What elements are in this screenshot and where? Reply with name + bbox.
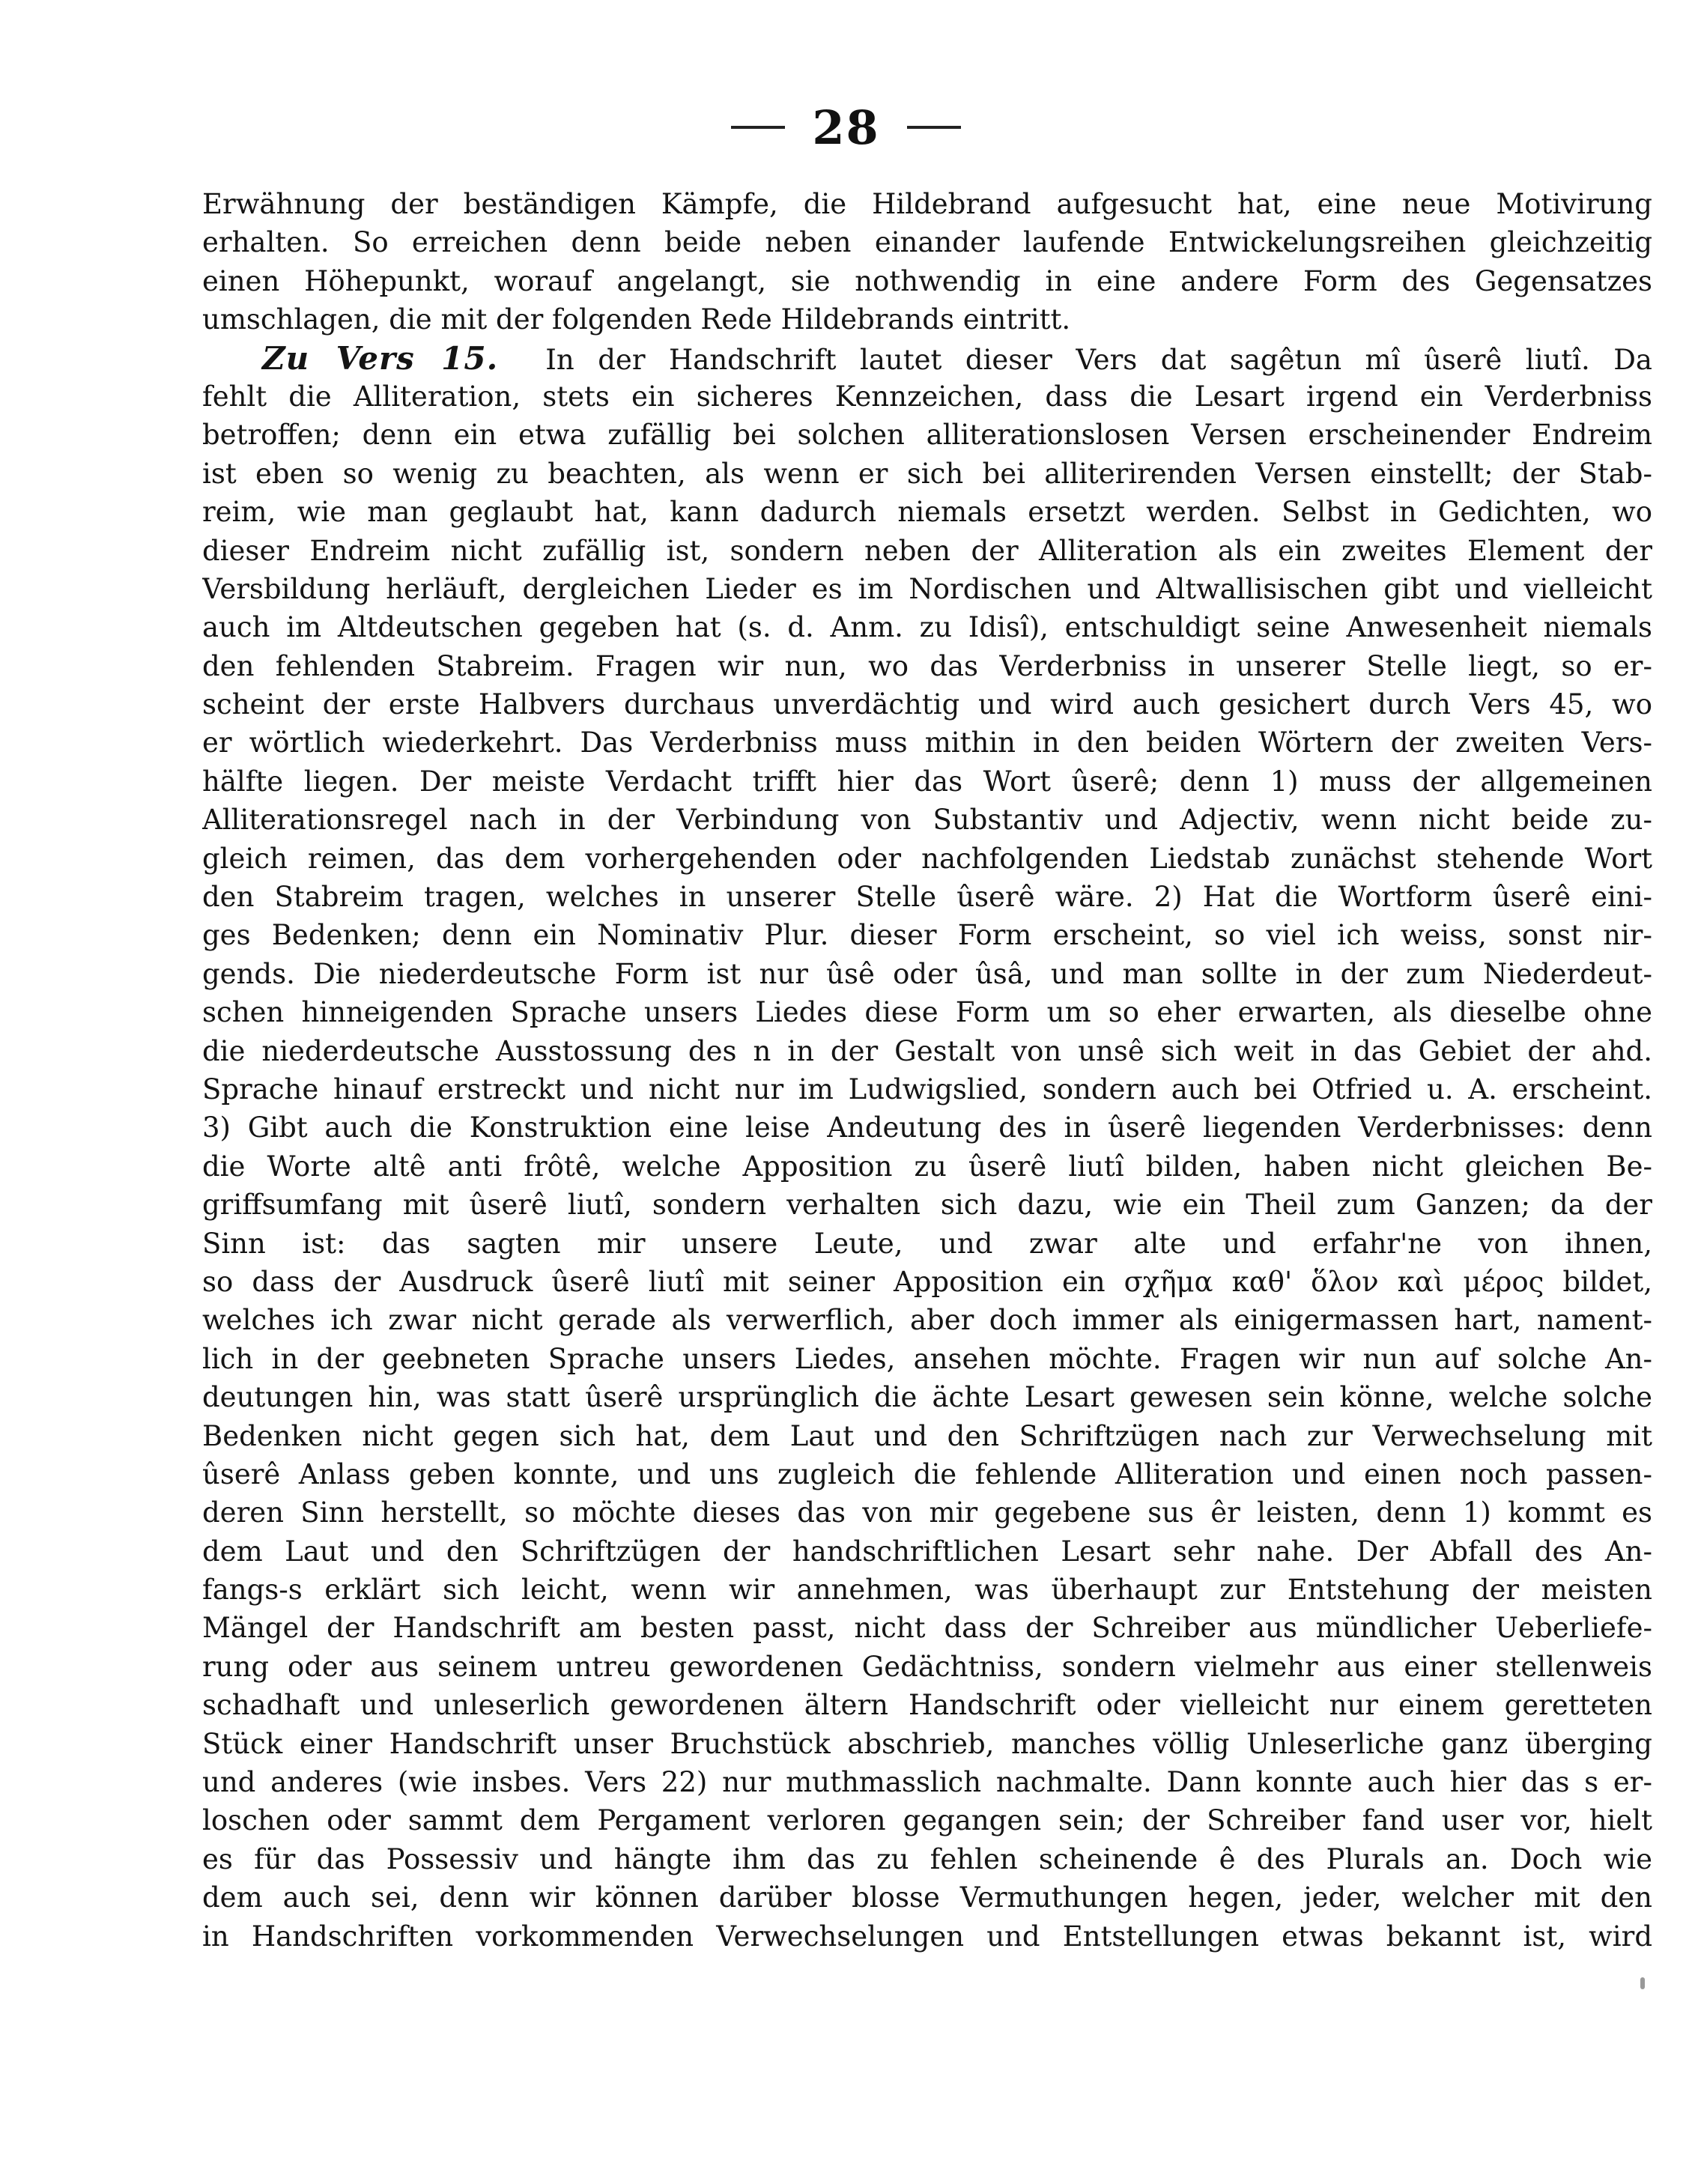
text-line: in Handschriften vorkommenden Verwechselungen und Entstellungen etwas bekannt ist, wird bbox=[202, 1920, 1652, 1953]
text-line: gends. Die niederdeutsche Form ist nur ûsê oder ûsâ, und man sollte in der zum Niederdeut- bbox=[202, 957, 1652, 990]
text-line: umschlagen, die mit der folgenden Rede Hildebrands eintritt. bbox=[202, 303, 1071, 336]
text-line: die Worte altê anti frôtê, welche Apposition zu ûserê liutî bilden, haben nicht gleichen Be- bbox=[202, 1150, 1652, 1183]
text-line: Bedenken nicht gegen sich hat, dem Laut und den Schriftzügen nach zur Verwechselung mit bbox=[202, 1419, 1652, 1452]
page-number: 28 bbox=[812, 100, 880, 155]
text-line: schadhaft und unleserlich gewordenen ältern Handschrift oder vielleicht nur einem geretteten bbox=[202, 1689, 1652, 1722]
text-line: Stück einer Handschrift unser Bruchstück abschrieb, manches völlig Unleserliche ganz überging bbox=[202, 1727, 1652, 1760]
text-line: deren Sinn herstellt, so möchte dieses das von mir gegebene sus êr leisten, denn 1) kommt es bbox=[202, 1496, 1652, 1529]
page-speck bbox=[1640, 1977, 1645, 1989]
text-line: rung oder aus seinem untreu gewordenen Gedächtniss, sondern vielmehr aus einer stellenweis bbox=[202, 1650, 1652, 1683]
text-line: einen Höhepunkt, worauf angelangt, sie nothwendig in eine andere Form des Gegensatzes bbox=[202, 264, 1652, 297]
text-line: welches ich zwar nicht gerade als verwerflich, aber doch immer als einigermassen hart, nament- bbox=[202, 1304, 1652, 1337]
text-line: so dass der Ausdruck ûserê liutî mit seiner Apposition ein σχῆμα καθ' ὅλον καὶ μέρος bildet, bbox=[202, 1265, 1652, 1298]
text-line: fehlt die Alliteration, stets ein sicheres Kennzeichen, dass die Lesart irgend ein Verderbniss bbox=[202, 380, 1652, 413]
text-line: hälfte liegen. Der meiste Verdacht trifft hier das Wort ûserê; denn 1) muss der allgemeinen bbox=[202, 765, 1652, 798]
header-dash-right bbox=[907, 126, 961, 129]
text-line: er wörtlich wiederkehrt. Das Verderbniss muss mithin in den beiden Wörtern der zweiten Vers- bbox=[202, 727, 1652, 759]
text-line: gleich reimen, das dem vorhergehenden oder nachfolgenden Liedstab zunächst stehende Wort bbox=[202, 842, 1652, 875]
body-text bbox=[202, 185, 1652, 1956]
text-line: lich in der geebneten Sprache unsers Liedes, ansehen möchte. Fragen wir nun auf solche An- bbox=[202, 1342, 1652, 1375]
text-line: ist eben so wenig zu beachten, als wenn er sich bei alliterirenden Versen einstellt; der Stab- bbox=[202, 457, 1652, 490]
text-line: deutungen hin, was statt ûserê ursprünglich die ächte Lesart gewesen sein könne, welche solche bbox=[202, 1381, 1652, 1414]
page-header bbox=[0, 97, 1692, 157]
text-line: dieser Endreim nicht zufällig ist, sondern neben der Alliteration als ein zweites Element der bbox=[202, 534, 1652, 567]
text-line: griffsumfang mit ûserê liutî, sondern verhalten sich dazu, wie ein Theil zum Ganzen; da der bbox=[202, 1189, 1652, 1222]
text-line: und anderes (wie insbes. Vers 22) nur muthmasslich nachmalte. Dann konnte auch hier das s er- bbox=[202, 1766, 1652, 1799]
vers-heading: Zu Vers 15. bbox=[262, 339, 499, 377]
text-line: reim, wie man geglaubt hat, kann dadurch niemals ersetzt werden. Selbst in Gedichten, wo bbox=[202, 496, 1652, 529]
text-line: dem auch sei, denn wir können darüber blosse Vermuthungen hegen, jeder, welcher mit den bbox=[202, 1881, 1652, 1914]
text-line: In der Handschrift lautet dieser Vers dat sagêtun mî ûserê liutî. Da bbox=[545, 343, 1652, 376]
text-line: Mängel der Handschrift am besten passt, nicht dass der Schreiber aus mündlicher Ueberliefe- bbox=[202, 1612, 1652, 1645]
vers-heading-line bbox=[202, 339, 1652, 377]
header-dash-left bbox=[731, 126, 785, 129]
text-line: dem Laut und den Schriftzügen der handschriftlichen Lesart sehr nahe. Der Abfall des An- bbox=[202, 1535, 1652, 1568]
text-line: es für das Possessiv und hängte ihm das zu fehlen scheinende ê des Plurals an. Doch wie bbox=[202, 1842, 1652, 1875]
text-line: ges Bedenken; denn ein Nominativ Plur. dieser Form erscheint, so viel ich weiss, sonst nir- bbox=[202, 919, 1652, 952]
text-line: betroffen; denn ein etwa zufällig bei solchen alliterationslosen Versen erscheinender Endreim bbox=[202, 419, 1652, 452]
text-line: Erwähnung der beständigen Kämpfe, die Hildebrand aufgesucht hat, eine neue Motivirung bbox=[202, 188, 1652, 220]
text-line: den fehlenden Stabreim. Fragen wir nun, wo das Verderbniss in unserer Stelle liegt, so er- bbox=[202, 649, 1652, 682]
text-line: Sprache hinauf erstreckt und nicht nur im Ludwigslied, sondern auch bei Otfried u. A. erscheint. bbox=[202, 1073, 1652, 1105]
text-line: schen hinneigenden Sprache unsers Liedes diese Form um so eher erwarten, als dieselbe ohne bbox=[202, 996, 1652, 1029]
text-line: fangs-s erklärt sich leicht, wenn wir annehmen, was überhaupt zur Entstehung der meisten bbox=[202, 1574, 1652, 1607]
text-line: scheint der erste Halbvers durchaus unverdächtig und wird auch gesichert durch Vers 45, wo bbox=[202, 688, 1652, 721]
text-line: Sinn ist: das sagten mir unsere Leute, und zwar alte und erfahr'ne von ihnen, bbox=[202, 1227, 1652, 1260]
text-line: den Stabreim tragen, welches in unserer Stelle ûserê wäre. 2) Hat die Wortform ûserê eini- bbox=[202, 881, 1652, 914]
text-line: ûserê Anlass geben konnte, und uns zugleich die fehlende Alliteration und einen noch passen- bbox=[202, 1457, 1652, 1490]
text-line: loschen oder sammt dem Pergament verloren gegangen sein; der Schreiber fand user vor, hielt bbox=[202, 1804, 1652, 1837]
text-line: Alliterationsregel nach in der Verbindung von Substantiv und Adjectiv, wenn nicht beide zu- bbox=[202, 804, 1652, 837]
text-line: Versbildung herläuft, dergleichen Lieder es im Nordischen und Altwallisischen gibt und vielleicht bbox=[202, 572, 1652, 605]
text-line: 3) Gibt auch die Konstruktion eine leise Andeutung des in ûserê liegenden Verderbnisses: denn bbox=[202, 1111, 1652, 1144]
text-line: die niederdeutsche Ausstossung des n in der Gestalt von unsê sich weit in das Gebiet der ahd. bbox=[202, 1034, 1652, 1067]
text-line: auch im Altdeutschen gegeben hat (s. d. Anm. zu Idisî), entschuldigt seine Anwesenheit niemals bbox=[202, 611, 1652, 644]
text-line: erhalten. So erreichen denn beide neben einander laufende Entwickelungsreihen gleichzeitig bbox=[202, 226, 1652, 259]
